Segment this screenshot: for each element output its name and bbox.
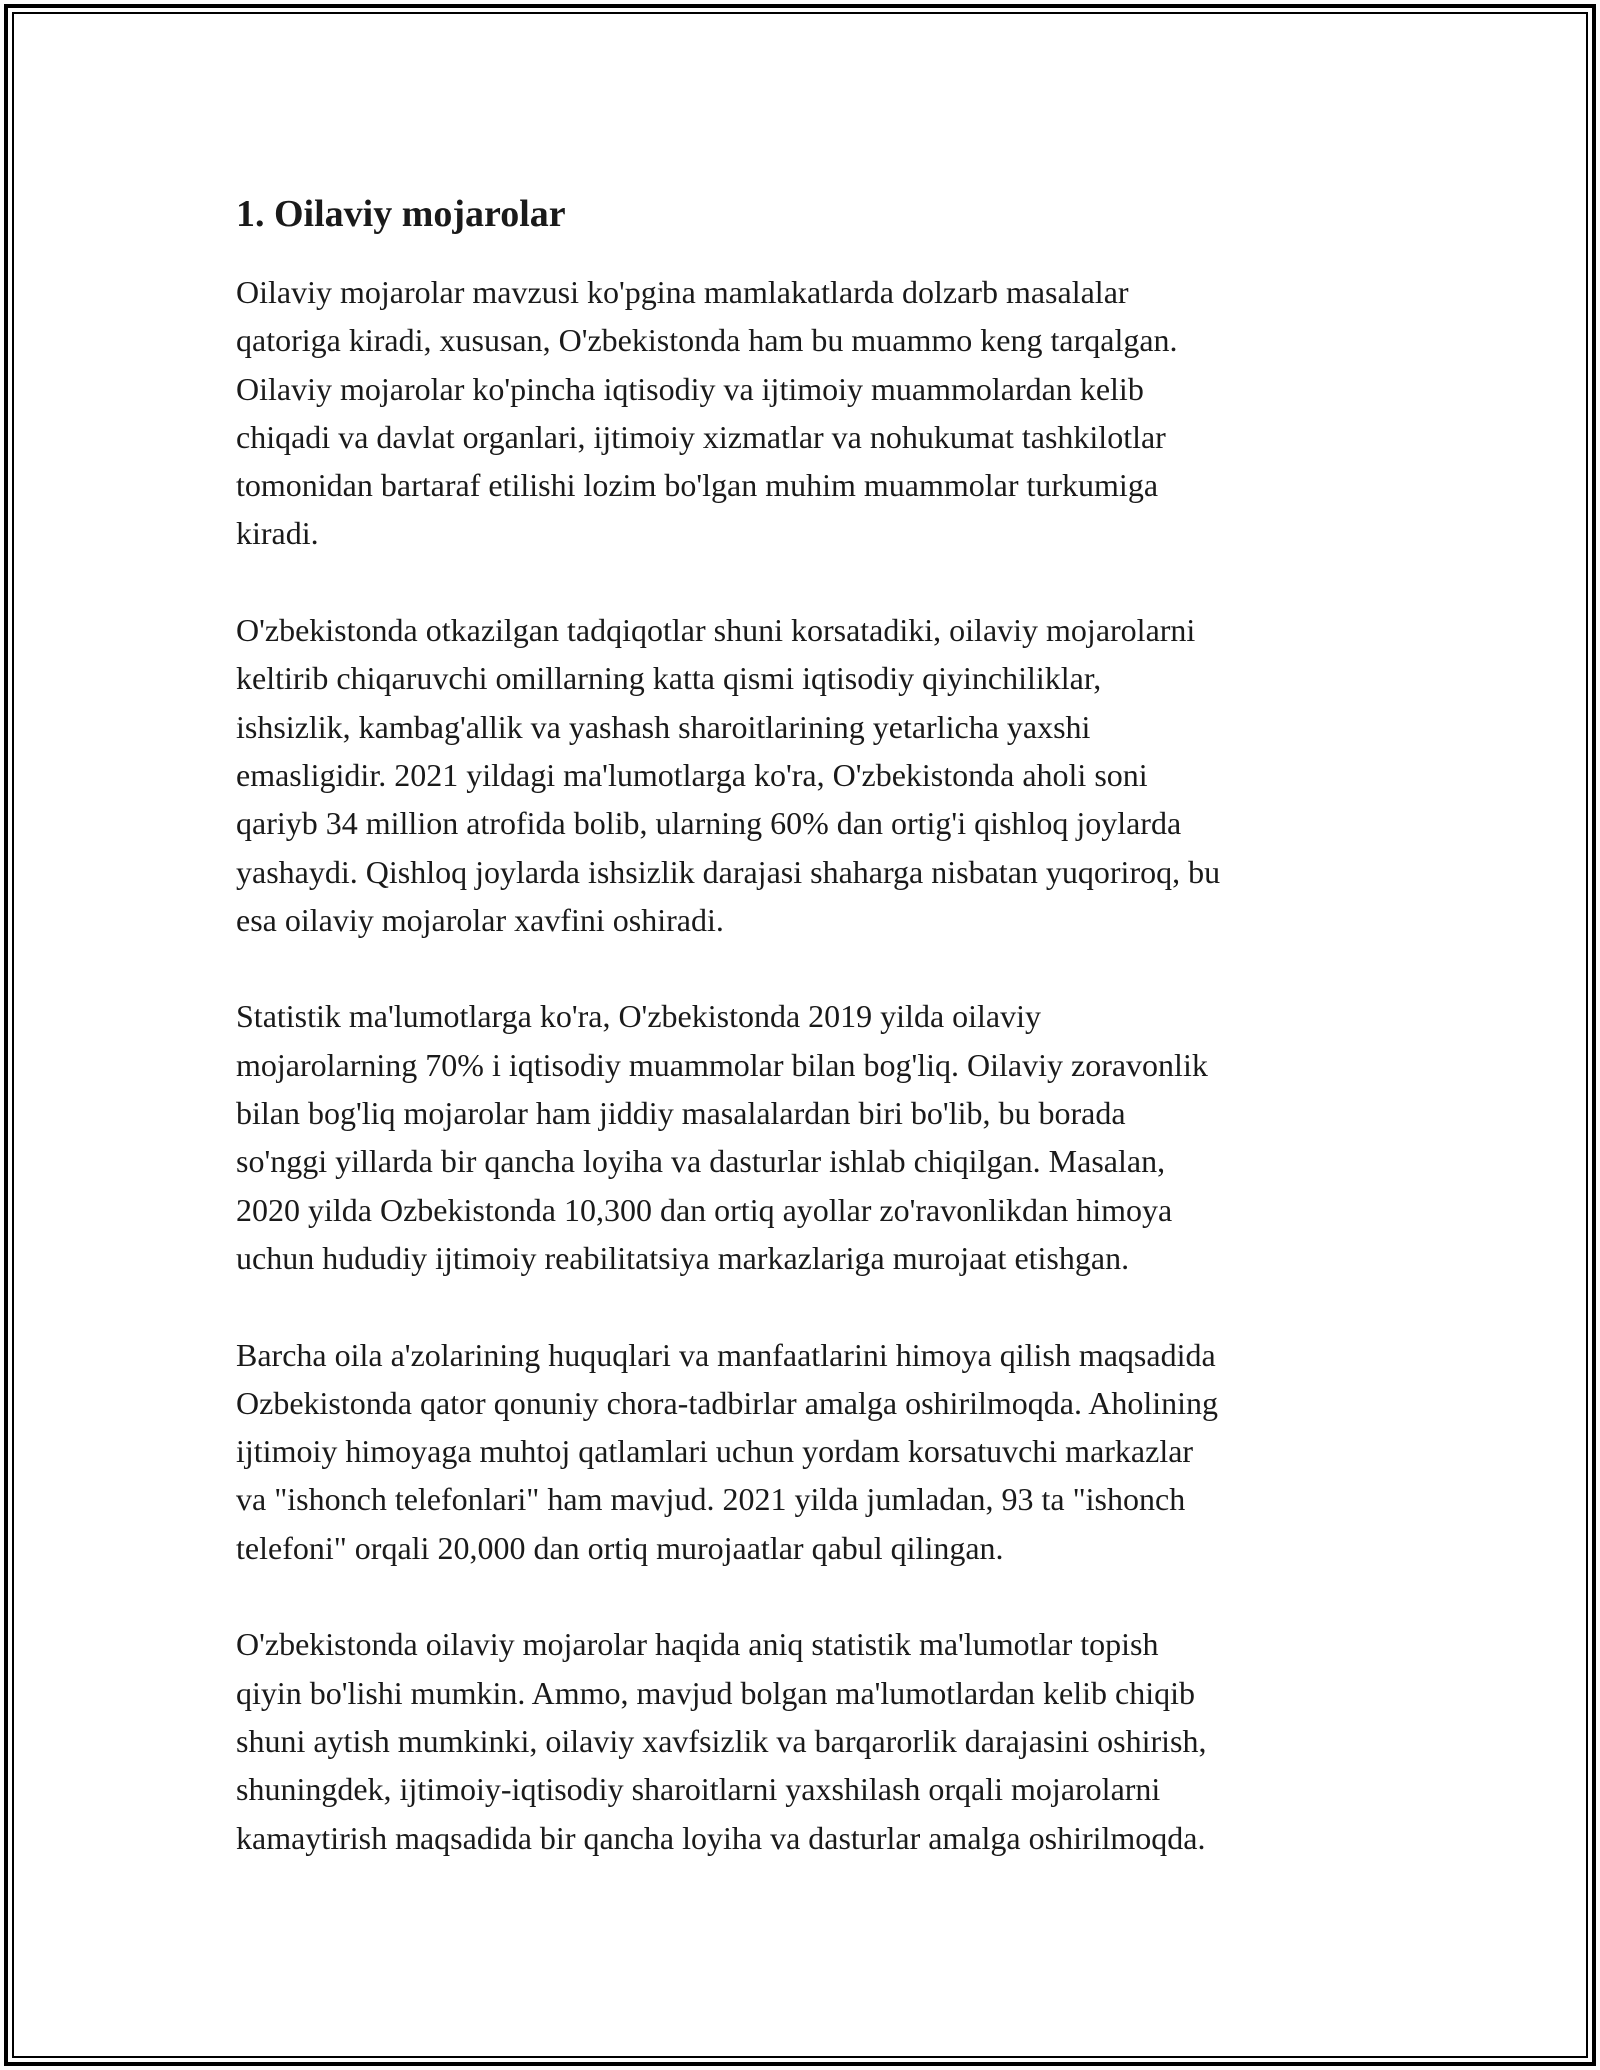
paragraph-line: Statistik ma'lumotlarga ko'ra, O'zbekistonda 2019 yilda oilaviy	[236, 998, 1042, 1035]
section-heading: 1. Oilaviy mojarolar	[236, 193, 566, 235]
document-body	[236, 186, 1376, 1910]
body-paragraph	[236, 268, 1376, 558]
paragraph-line: emasligidir. 2021 yildagi ma'lumotlarga ko'ra, O'zbekistonda aholi soni	[236, 756, 1148, 793]
paragraph-line: qiyin bo'lishi mumkin. Ammo, mavjud bolgan ma'lumotlardan kelib chiqib	[236, 1674, 1195, 1711]
paragraph-line: telefoni" orqali 20,000 dan ortiq murojaatlar qabul qilingan.	[236, 1529, 1004, 1566]
body-paragraph	[236, 992, 1376, 1282]
paragraph-line: shuningdek, ijtimoiy-iqtisodiy sharoitlarni yaxshilash orqali mojarolarni	[236, 1771, 1161, 1808]
paragraph-line: bilan bog'liq mojarolar ham jiddiy masalalardan biri bo'lib, bu borada	[236, 1095, 1126, 1132]
paragraph-line: mojarolarning 70% i iqtisodiy muammolar bilan bog'liq. Oilaviy zoravonlik	[236, 1046, 1208, 1083]
paragraph-line: kiradi.	[236, 515, 319, 552]
paragraph-line: ishsizlik, kambag'allik va yashash sharoitlarining yetarlicha yaxshi	[236, 708, 1091, 745]
body-paragraph	[236, 1331, 1376, 1572]
paragraph-line: uchun hududiy ijtimoiy reabilitatsiya markazlariga murojaat etishgan.	[236, 1239, 1130, 1276]
paragraph-line: yashaydi. Qishloq joylarda ishsizlik darajasi shaharga nisbatan yuqoriroq, bu	[236, 853, 1221, 890]
paragraph-line: kamaytirish maqsadida bir qancha loyiha va dasturlar amalga oshirilmoqda.	[236, 1819, 1206, 1856]
paragraph-line: va "ishonch telefonlari" ham mavjud. 2021 yilda jumladan, 93 ta "ishonch	[236, 1481, 1186, 1518]
paragraph-line: so'nggi yillarda bir qancha loyiha va dasturlar ishlab chiqilgan. Masalan,	[236, 1143, 1166, 1180]
paragraph-line: shuni aytish mumkinki, oilaviy xavfsizlik va barqarorlik darajasini oshirish,	[236, 1722, 1207, 1759]
body-paragraph	[236, 606, 1376, 944]
paragraph-line: O'zbekistonda otkazilgan tadqiqotlar shuni korsatadiki, oilaviy mojarolarni	[236, 612, 1196, 649]
paragraph-list	[236, 268, 1376, 1862]
paragraph-line: tomonidan bartaraf etilishi lozim bo'lgan muhim muammolar turkumiga	[236, 467, 1159, 504]
paragraph-line: esa oilaviy mojarolar xavfini oshiradi.	[236, 901, 724, 938]
paragraph-line: Oilaviy mojarolar mavzusi ko'pgina mamlakatlarda dolzarb masalalar	[236, 274, 1129, 310]
paragraph-line: 2020 yilda Ozbekistonda 10,300 dan ortiq ayollar zo'ravonlikdan himoya	[236, 1191, 1173, 1228]
paragraph-line: Ozbekistonda qator qonuniy chora-tadbirlar amalga oshirilmoqda. Aholining	[236, 1384, 1218, 1421]
body-paragraph	[236, 1620, 1376, 1861]
paragraph-line: O'zbekistonda oilaviy mojarolar haqida aniq statistik ma'lumotlar topish	[236, 1626, 1159, 1663]
paragraph-line: Oilaviy mojarolar ko'pincha iqtisodiy va ijtimoiy muammolardan kelib	[236, 370, 1144, 407]
paragraph-line: ijtimoiy himoyaga muhtoj qatlamlari uchun yordam korsatuvchi markazlar	[236, 1433, 1194, 1470]
paragraph-line: Barcha oila a'zolarining huquqlari va manfaatlarini himoya qilish maqsadida	[236, 1336, 1216, 1373]
paragraph-line: qatoriga kiradi, xususan, O'zbekistonda ham bu muammo keng tarqalgan.	[236, 322, 1178, 359]
paragraph-line: chiqadi va davlat organlari, ijtimoiy xizmatlar va nohukumat tashkilotlar	[236, 418, 1166, 455]
paragraph-line: qariyb 34 million atrofida bolib, ularning 60% dan ortig'i qishloq joylarda	[236, 805, 1182, 842]
paragraph-line: keltirib chiqaruvchi omillarning katta qismi iqtisodiy qiyinchiliklar,	[236, 660, 1102, 697]
